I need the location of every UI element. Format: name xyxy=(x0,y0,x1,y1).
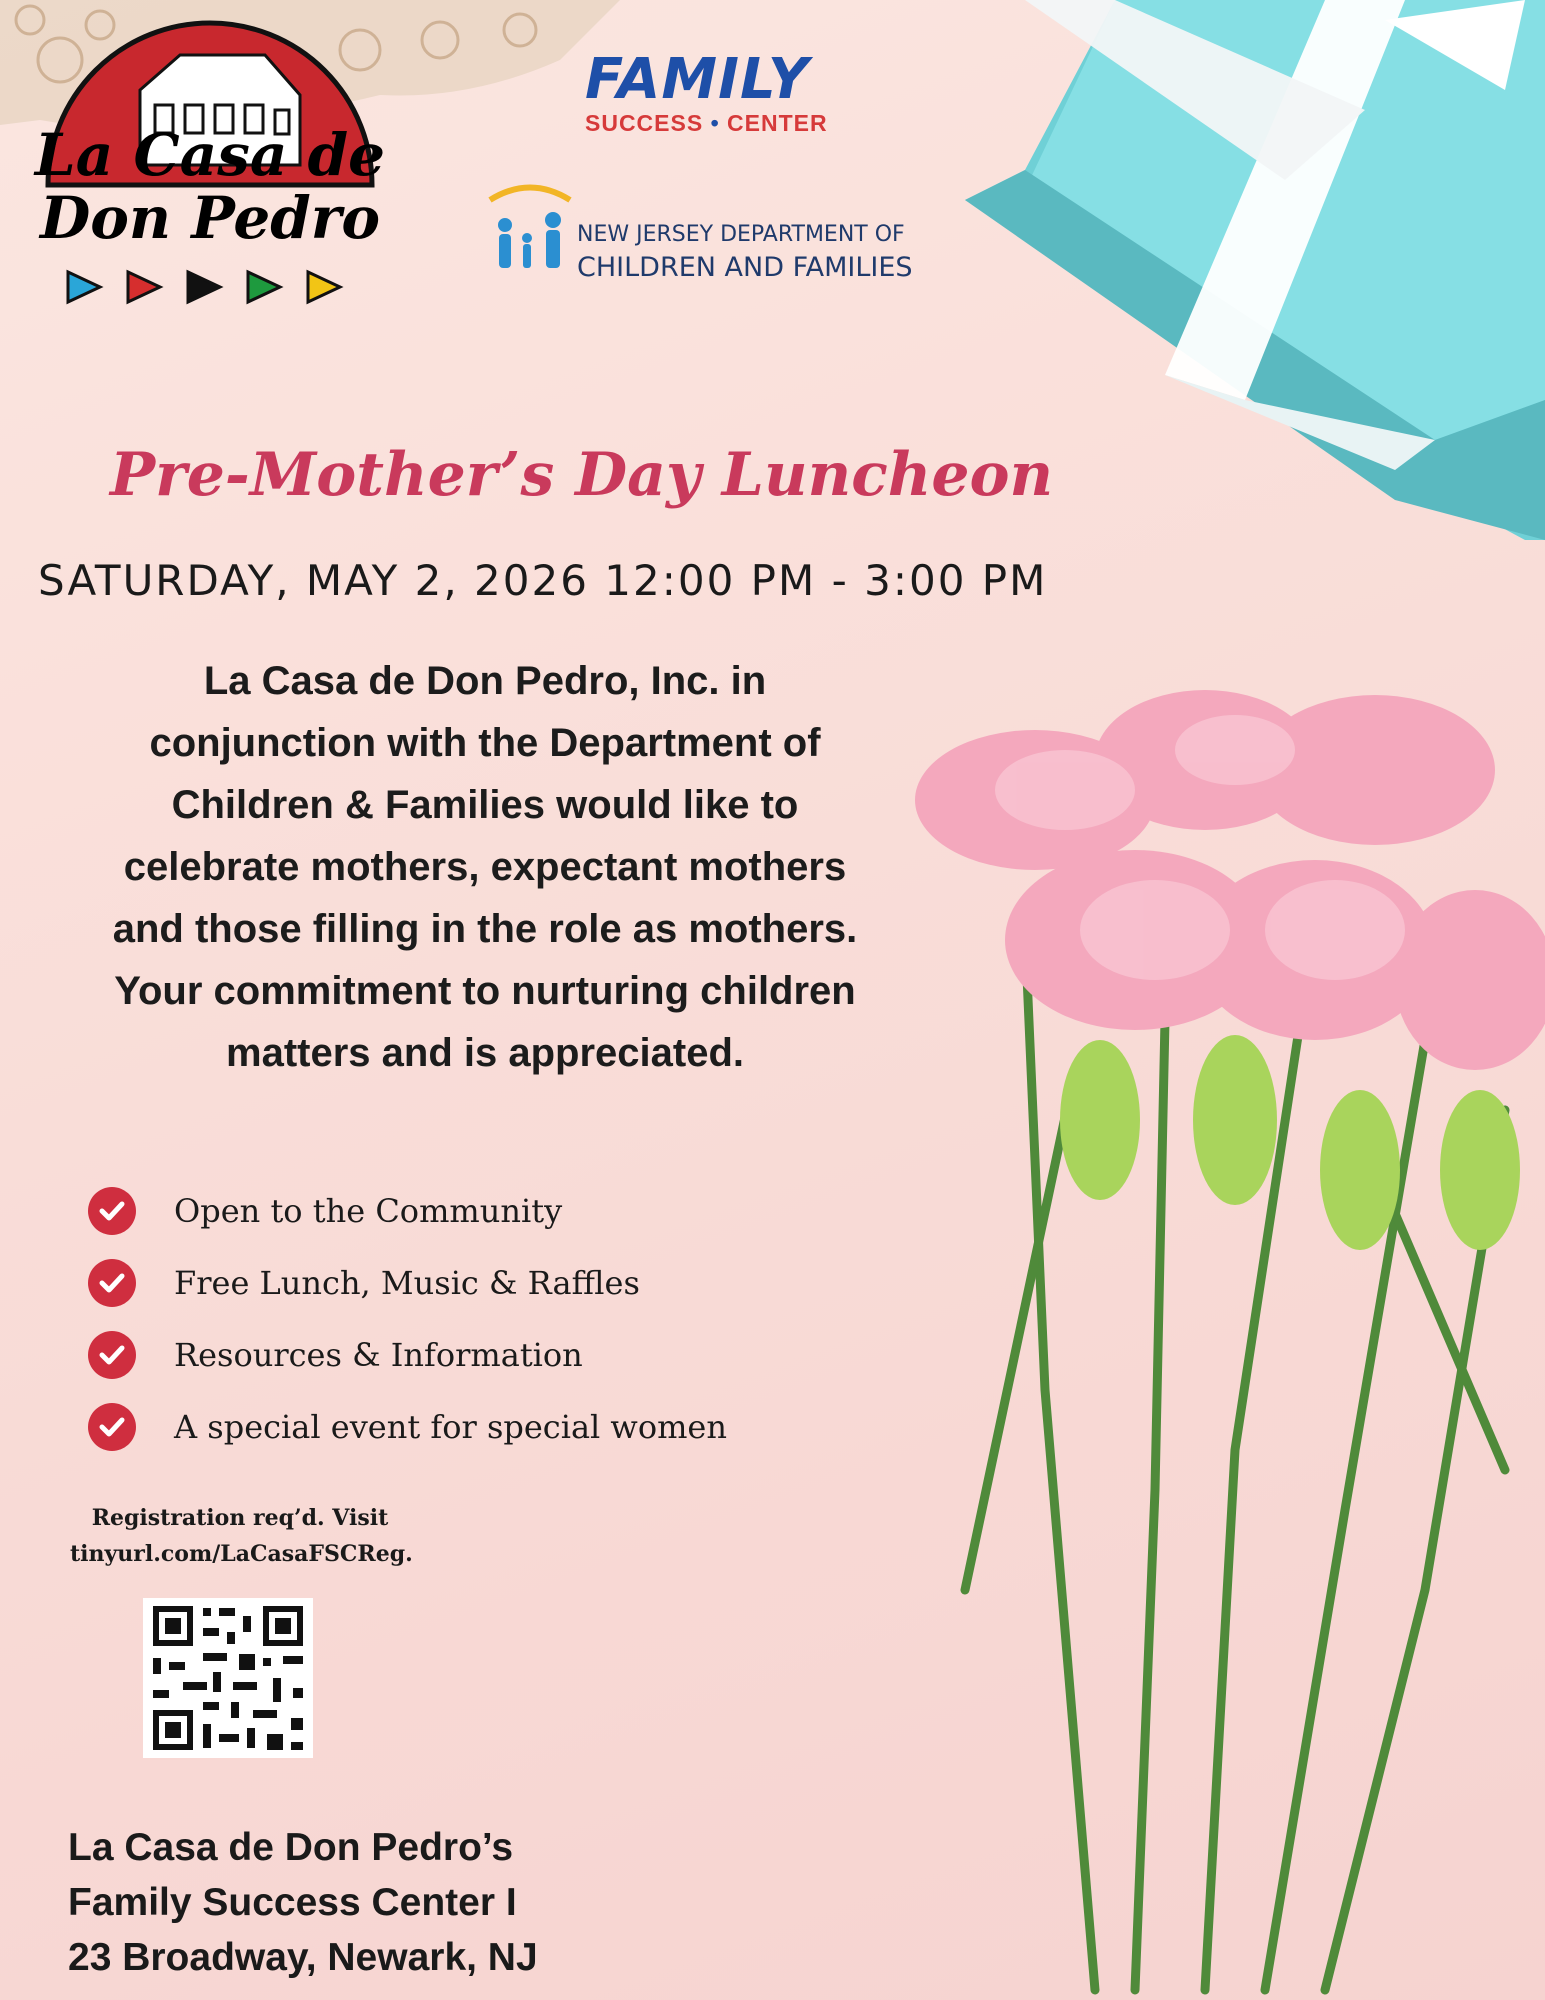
description-line: matters and is appreciated. xyxy=(226,1031,744,1075)
description-line: and those filling in the role as mothers. xyxy=(112,907,858,951)
logo-line2: Don Pedro xyxy=(39,184,381,252)
njdcf-line1: NEW JERSEY DEPARTMENT OF xyxy=(577,222,905,247)
address-line2: Family Success Center I xyxy=(68,1881,517,1924)
checklist-label: A special event for special women xyxy=(174,1408,727,1446)
address-line1: La Casa de Don Pedro’s xyxy=(68,1826,514,1869)
logo-emblem-icon xyxy=(30,20,390,320)
checkmark-icon xyxy=(88,1187,136,1235)
family-success-center-logo xyxy=(585,47,835,160)
description-line: La Casa de Don Pedro, Inc. in xyxy=(203,659,767,703)
address-line3: 23 Broadway, Newark, NJ xyxy=(68,1936,538,1979)
event-description xyxy=(40,650,930,1084)
family-figures-icon xyxy=(485,180,575,280)
qr-code-icon[interactable] xyxy=(143,1598,313,1758)
checklist-label: Free Lunch, Music & Raffles xyxy=(174,1264,640,1302)
description-line: Children & Families would like to xyxy=(171,783,799,827)
location-address xyxy=(68,1820,538,1985)
checkmark-icon xyxy=(88,1403,136,1451)
registration-link[interactable]: tinyurl.com/LaCasaFSCReg. xyxy=(70,1541,413,1567)
checklist-label: Resources & Information xyxy=(174,1336,583,1374)
checklist-item xyxy=(88,1175,808,1247)
checklist-label: Open to the Community xyxy=(174,1192,563,1230)
checklist-item xyxy=(88,1319,808,1391)
checklist-item xyxy=(88,1247,808,1319)
registration-line1: Registration req’d. Visit xyxy=(91,1505,389,1531)
event-title: Pre-Mother’s Day Luncheon xyxy=(110,440,1054,510)
la-casa-logo xyxy=(30,20,390,320)
description-line: conjunction with the Department of xyxy=(149,721,821,765)
description-line: celebrate mothers, expectant mothers xyxy=(123,845,847,889)
fsc-wordmark: FAMILY xyxy=(585,47,810,112)
feature-checklist xyxy=(88,1175,808,1463)
event-datetime: SATURDAY, MAY 2, 2026 12:00 PM - 3:00 PM xyxy=(38,556,1048,605)
logo-line1: La Casa de xyxy=(34,121,386,189)
checkmark-icon xyxy=(88,1331,136,1379)
checkmark-icon xyxy=(88,1259,136,1307)
description-line: Your commitment to nurturing children xyxy=(114,969,856,1013)
nj-dcf-logo xyxy=(485,180,945,290)
njdcf-line2: CHILDREN AND FAMILIES xyxy=(577,252,913,283)
carnation-flowers-image xyxy=(905,690,1545,2000)
checklist-item xyxy=(88,1391,808,1463)
registration-info xyxy=(70,1500,413,1572)
fsc-subtitle: SUCCESS • CENTER xyxy=(585,110,828,136)
